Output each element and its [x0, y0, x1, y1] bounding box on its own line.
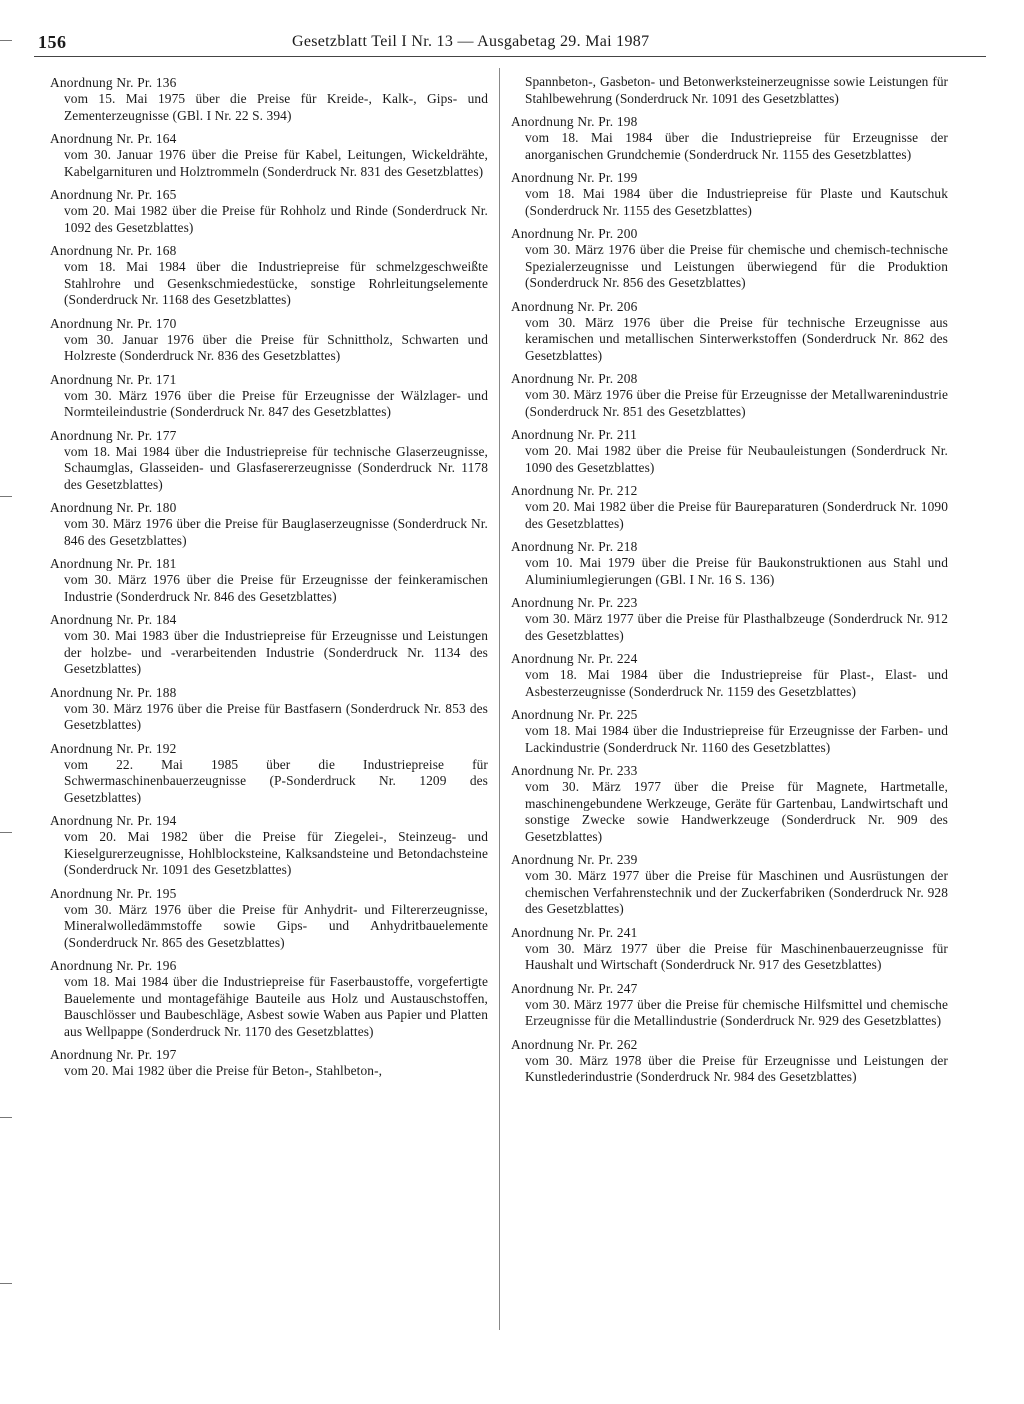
entry-text: vom 30. März 1978 über die Preise für Erzeugnisse und Leistungen der Kunstlederindustrie (Sonderdruck Nr. 984 des Gesetzblattes)	[525, 1052, 948, 1084]
regulation-entry	[50, 812, 488, 879]
entry-text: vom 18. Mai 1984 über die Industriepreise für Plaste und Kautschuk (Sonderdruck Nr. 1155 des Gesetzblattes)	[525, 186, 948, 218]
regulation-entry	[511, 650, 948, 700]
margin-mark	[0, 496, 12, 497]
margin-mark	[0, 40, 12, 41]
entry-text: vom 18. Mai 1984 über die Industriepreise für Plast-, Elast- und Asbesterzeugnisse (Sonderdruck Nr. 1159 des Gesetzblattes)	[525, 667, 948, 699]
entry-text: vom 30. März 1976 über die Preise für technische Erzeugnisse aus keramischen und metallischen Sinterwerkstoffen (Sonderdruck Nr. 862 des Gesetzblattes)	[525, 314, 948, 363]
regulation-entry	[511, 225, 948, 292]
regulation-entry	[511, 851, 948, 918]
regulation-entry	[50, 371, 488, 421]
entry-text: vom 30. März 1976 über die Preise für Bauglaserzeugnisse (Sonderdruck Nr. 846 des Gesetzblattes)	[64, 516, 488, 548]
entry-title: Anordnung Nr. Pr. 262	[511, 1036, 638, 1052]
entry-text: vom 30. März 1976 über die Preise für Erzeugnisse der Wälzlager- und Normteileindustrie (Sonderdruck Nr. 847 des Gesetzblattes)	[64, 387, 488, 419]
regulation-entry	[511, 762, 948, 845]
entry-title: Anordnung Nr. Pr. 168	[50, 243, 177, 258]
entry-title: Anordnung Nr. Pr. 225	[511, 707, 638, 722]
entry-title: Anordnung Nr. Pr. 192	[50, 740, 177, 756]
entry-text: vom 20. Mai 1982 über die Preise für Ziegelei-, Steinzeug- und Kieselgurerzeugnisse, Hohlblocksteine, Kalksandsteine und Betondachsteine (Sonderdruck Nr. 1091 des Gesetzblattes)	[64, 829, 488, 877]
entry-text: vom 18. Mai 1984 über die Industriepreise für Erzeugnisse der anorganischen Grundchemie (Sonderdruck Nr. 1155 des Gesetzblattes)	[525, 130, 948, 162]
regulation-entry	[50, 555, 488, 605]
regulation-entry	[50, 499, 488, 549]
entry-title: Anordnung Nr. Pr. 188	[50, 684, 177, 700]
entry-title: Anordnung Nr. Pr. 164	[50, 131, 177, 146]
regulation-entry	[511, 538, 948, 588]
column-divider	[499, 68, 500, 1330]
entry-title: Anordnung Nr. Pr. 212	[511, 483, 638, 498]
entry-text: vom 30. März 1977 über die Preise für Plasthalbzeuge (Sonderdruck Nr. 912 des Gesetzblattes)	[525, 611, 948, 643]
entry-text: vom 30. Januar 1976 über die Preise für Schnittholz, Schwarten und Holzreste (Sonderdruck Nr. 836 des Gesetzblattes)	[64, 331, 488, 363]
entry-title: Anordnung Nr. Pr. 208	[511, 371, 638, 386]
entry-title: Anordnung Nr. Pr. 171	[50, 371, 177, 387]
regulation-entry	[511, 1036, 948, 1086]
entry-title: Anordnung Nr. Pr. 200	[511, 226, 638, 241]
entry-text: vom 30. März 1976 über die Preise für Erzeugnisse der Metallwarenindustrie (Sonderdruck Nr. 851 des Gesetzblattes)	[525, 387, 948, 419]
left-column	[50, 74, 488, 1086]
entry-text: vom 30. Januar 1976 über die Preise für Kabel, Leitungen, Wickeldrähte, Kabelgarnituren und Holztrommeln (Sonderdruck Nr. 831 des Gesetzblattes)	[64, 147, 488, 179]
entry-text: vom 30. März 1976 über die Preise für Erzeugnisse der feinkeramischen Industrie (Sonderdruck Nr. 846 des Gesetzblattes)	[64, 572, 488, 604]
entry-title: Anordnung Nr. Pr. 233	[511, 763, 638, 778]
entry-title: Anordnung Nr. Pr. 181	[50, 556, 177, 571]
entry-title: Anordnung Nr. Pr. 170	[50, 315, 177, 331]
regulation-entry	[511, 169, 948, 219]
entry-title: Anordnung Nr. Pr. 211	[511, 427, 638, 442]
regulation-entry	[50, 74, 488, 124]
entry-title: Anordnung Nr. Pr. 165	[50, 187, 177, 202]
regulation-entry	[50, 1046, 488, 1080]
entry-title: Anordnung Nr. Pr. 197	[50, 1047, 177, 1062]
entry-text: vom 30. März 1977 über die Preise für chemische Hilfsmittel und chemische Erzeugnisse für die Metallindustrie (Sonderdruck Nr. 929 des Gesetzblattes)	[525, 996, 948, 1028]
regulation-entry	[511, 980, 948, 1030]
margin-mark	[0, 832, 12, 833]
regulation-entry	[511, 113, 948, 163]
margin-mark	[0, 1283, 12, 1284]
entry-title: Anordnung Nr. Pr. 241	[511, 924, 638, 940]
entry-title: Anordnung Nr. Pr. 218	[511, 539, 638, 554]
regulation-entry	[50, 186, 488, 236]
entry-title: Anordnung Nr. Pr. 223	[511, 595, 638, 610]
entry-title: Anordnung Nr. Pr. 206	[511, 298, 638, 314]
regulation-entry	[50, 611, 488, 678]
regulation-entry	[50, 315, 488, 365]
entry-text: vom 30. März 1977 über die Preise für Magnete, Hartmetalle, maschinengebundene Werkzeuge, Geräte für Gartenbau, Landwirtschaft und sonstige Zwecke sowie Handwerkzeuge (Sonderdruck Nr. 909 des Gesetzblattes)	[525, 779, 948, 844]
entry-text: vom 18. Mai 1984 über die Industriepreise für schmelzgeschweißte Stahlrohre und Gesenkschmiedestücke, sonstige Rohrleitungselemente (Sonderdruck Nr. 1168 des Gesetzblattes)	[64, 259, 488, 307]
entry-title: Anordnung Nr. Pr. 180	[50, 500, 177, 515]
entry-text: vom 18. Mai 1984 über die Industriepreise für Faserbaustoffe, vorgefertigte Bauelemente und montagefähige Bauteile aus Holz und Austauschstoffen, Bauschlösser und Baubeschläge, Asbest sowie Waben aus Papier und Platten aus Wellpappe (Sonderdruck Nr. 1170 des Gesetzblattes)	[64, 974, 488, 1039]
entry-text: vom 18. Mai 1984 über die Industriepreise für Erzeugnisse der Farben- und Lackindustrie (Sonderdruck Nr. 1160 des Gesetzblattes)	[525, 723, 948, 755]
regulation-entry	[50, 957, 488, 1040]
regulation-entry	[511, 370, 948, 420]
continuation-text: Spannbeton-, Gasbeton- und Betonwerksteinerzeugnisse sowie Leistungen für Stahlbewehrung (Sonderdruck Nr. 1091 des Gesetzblattes)	[525, 74, 948, 106]
entry-text: vom 30. März 1977 über die Preise für Maschinenbauerzeugnisse für Haushalt und Wirtschaft (Sonderdruck Nr. 917 des Gesetzblattes)	[525, 940, 948, 972]
entry-text: vom 30. März 1977 über die Preise für Maschinen und Ausrüstungen der chemischen Verfahrenstechnik und der Zuckerfabriken (Sonderdruck Nr. 928 des Gesetzblattes)	[525, 868, 948, 916]
regulation-entry	[50, 740, 488, 807]
entry-title: Anordnung Nr. Pr. 199	[511, 170, 638, 185]
regulation-entry	[50, 130, 488, 180]
entry-text: vom 20. Mai 1982 über die Preise für Beton-, Stahlbeton-,	[64, 1063, 383, 1078]
entry-title: Anordnung Nr. Pr. 239	[511, 852, 638, 867]
entry-title: Anordnung Nr. Pr. 184	[50, 612, 177, 627]
entry-title: Anordnung Nr. Pr. 194	[50, 813, 177, 828]
entry-text: vom 30. März 1976 über die Preise für Bastfasern (Sonderdruck Nr. 853 des Gesetzblattes)	[64, 700, 488, 732]
regulation-entry	[50, 242, 488, 309]
running-header: Gesetzblatt Teil I Nr. 13 — Ausgabetag 29. Mai 1987	[292, 33, 650, 50]
entry-title: Anordnung Nr. Pr. 196	[50, 958, 177, 973]
entry-text: vom 20. Mai 1982 über die Preise für Baureparaturen (Sonderdruck Nr. 1090 des Gesetzblattes)	[525, 499, 948, 531]
regulation-entry	[511, 298, 948, 365]
regulation-entry	[511, 706, 948, 756]
entry-title: Anordnung Nr. Pr. 247	[511, 980, 638, 996]
right-column	[511, 74, 948, 1092]
regulation-entry	[511, 594, 948, 644]
entry-text: vom 18. Mai 1984 über die Industriepreise für technische Glaserzeugnisse, Schaumglas, Glasseiden- und Glasfasererzeugnisse (Sonderdruck Nr. 1178 des Gesetzblattes)	[64, 443, 488, 492]
entry-text: vom 22. Mai 1985 über die Industriepreise für Schwermaschinenbauerzeugnisse (P-Sonderdruck Nr. 1209 des Gesetzblattes)	[64, 756, 488, 805]
page-number: 156	[38, 32, 67, 52]
right-column-entries	[511, 113, 948, 1086]
entry-text: vom 20. Mai 1982 über die Preise für Rohholz und Rinde (Sonderdruck Nr. 1092 des Gesetzblattes)	[64, 203, 488, 235]
entry-text: vom 30. Mai 1983 über die Industriepreise für Erzeugnisse und Leistungen der holzbe- und -verarbeitenden Industrie (Sonderdruck Nr. 1134 des Gesetzblattes)	[64, 628, 488, 676]
margin-mark	[0, 1117, 12, 1118]
regulation-entry	[511, 482, 948, 532]
regulation-entry	[511, 426, 948, 476]
entry-title: Anordnung Nr. Pr. 195	[50, 885, 177, 901]
regulation-entry	[511, 924, 948, 974]
entry-text: vom 10. Mai 1979 über die Preise für Baukonstruktionen aus Stahl und Aluminiumlegierungen (GBl. I Nr. 16 S. 136)	[525, 555, 948, 587]
entry-title: Anordnung Nr. Pr. 224	[511, 651, 638, 666]
entry-text: vom 20. Mai 1982 über die Preise für Neubauleistungen (Sonderdruck Nr. 1090 des Gesetzblattes)	[525, 443, 948, 475]
entry-title: Anordnung Nr. Pr. 198	[511, 114, 638, 129]
regulation-entry	[50, 684, 488, 734]
header-rule	[34, 56, 986, 57]
regulation-entry	[50, 885, 488, 952]
entry-text: vom 30. März 1976 über die Preise für Anhydrit- und Filtererzeugnisse, Mineralwolledämmstoffe sowie Gips- und Anhydritbauelemente (Sonderdruck Nr. 865 des Gesetzblattes)	[64, 901, 488, 950]
entry-text: vom 15. Mai 1975 über die Preise für Kreide-, Kalk-, Gips- und Zementerzeugnisse (GBl. I Nr. 22 S. 394)	[64, 91, 488, 123]
regulation-entry	[50, 427, 488, 494]
entry-text: vom 30. März 1976 über die Preise für chemische und chemisch-technische Spezialerzeugnisse und Leistungen überwiegend für die Produktion (Sonderdruck Nr. 856 des Gesetzblattes)	[525, 242, 948, 290]
entry-title: Anordnung Nr. Pr. 136	[50, 75, 177, 90]
entry-title: Anordnung Nr. Pr. 177	[50, 427, 177, 443]
